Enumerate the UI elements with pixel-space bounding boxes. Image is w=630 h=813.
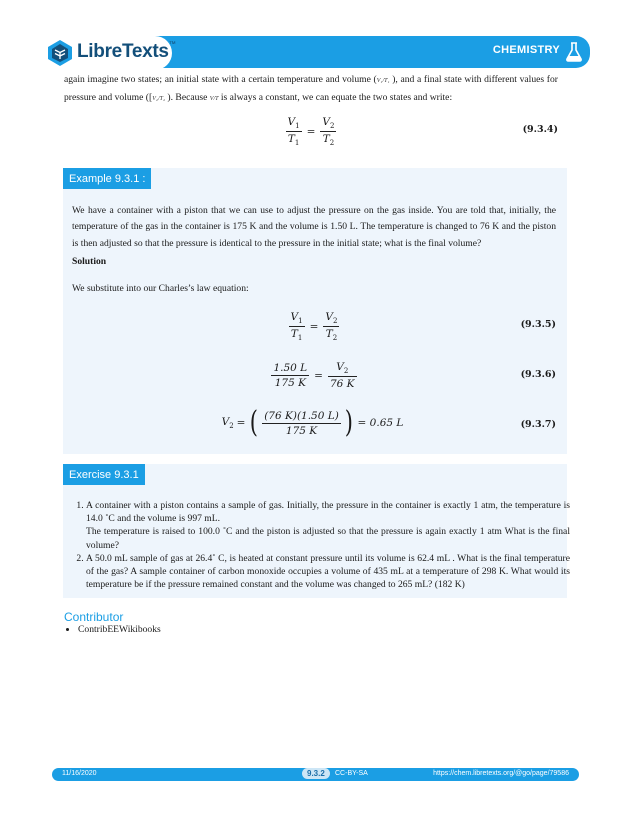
example-title: Example 9.3.1 : (63, 168, 151, 189)
page-url-link[interactable]: https://chem.libretexts.org/@go/page/79586 (433, 770, 569, 777)
libretexts-logo-icon (46, 39, 74, 67)
license-label[interactable]: CC-BY-SA (335, 770, 368, 777)
equation-number: (9.3.7) (520, 419, 556, 430)
header-bar (140, 36, 590, 68)
inline-ratio-initial: V₁/T₁ (376, 78, 390, 84)
inline-ratio-final: V₂/T₂ (152, 95, 166, 102)
equation-9-3-6: $\frac{1.50 L}{175 K}$ = $\frac{V_2}{76 K}$ (9.3.6) (273, 361, 556, 391)
solution-text: We substitute into our Charles’s law equation: (72, 283, 249, 294)
equation-9-3-4: $\frac{V_1}{T_1}$ = $\frac{V_2}{T_2}$ (9.3.4) (287, 116, 558, 148)
logo-text: LibreTexts™ (77, 41, 176, 62)
equation-9-3-5: $\frac{V_1}{T_1}$ = $\frac{V_2}{T_2}$ (9.3.5) (290, 311, 556, 343)
page-footer (52, 768, 579, 781)
example-problem: We have a container with a piston that we can use to adjust the pressure on the gas inside. You are told that, initially, the temperature of the gas in the container is 175 K and the volume is 1.50 L. The temperature is changed to 76 K and the piston is then adjusted so that the pressure is identical to the pressure in the initial state; what is the final volume? (72, 205, 556, 249)
contributor-item[interactable]: • ContribEEWikibooks (78, 624, 161, 635)
exercise-title: Exercise 9.3.1 (63, 464, 145, 485)
exercise-item: 2. A 50.0 mL sample of gas at 26.4˚ C, is heated at constant pressure until its volume is 62.4 mL . What is the final temperature of the gas? A sample container of carbon monoxide occupies a volume of 435 mL at a temperature of 298 K. What would its temperature be if the pressure remained constant and the volume was changed to 265 mL? (182 K) (86, 552, 570, 592)
footer-date: 11/16/2020 (62, 770, 97, 777)
exercise-list (73, 499, 570, 591)
flask-icon (566, 42, 582, 62)
page-header (40, 36, 590, 70)
inline-ratio-constant: V/T (209, 95, 219, 102)
contributor-list (64, 624, 161, 635)
equation-number: (9.3.6) (520, 369, 556, 380)
subject-label[interactable]: CHEMISTRY (492, 44, 560, 56)
equation-9-3-7: $V_2$ = ( $\frac{(76 K)(1.50 L)}{175 K}$ ) = 0.65 L (9.3.7) (221, 405, 556, 440)
equation-number: (9.3.5) (520, 319, 556, 330)
libretexts-logo[interactable] (40, 36, 176, 70)
exercise-item: 1. A container with a piston contains a sample of gas. Initially, the pressure in the container is exactly 1 atm, the temperature is 14.0 ˚C and the volume is 997 mL. The temperature is raised to 100.0 ˚C and the piston is adjusted so that the pressure is again exactly 1 atm What is the final volume? (86, 499, 570, 552)
intro-paragraph: again imagine two states; an initial state with a certain temperature and volume (V₁/T₁ ), and a final state with different values for pressure and volume ([V₂/T₂ ). Because V/T is always a constant, we can equate the two states and write: (64, 74, 558, 103)
page-number: 9.3.2 (302, 768, 330, 779)
solution-heading: Solution (72, 256, 107, 267)
equation-number: (9.3.4) (522, 124, 558, 135)
contributor-heading: Contributor (64, 610, 124, 624)
